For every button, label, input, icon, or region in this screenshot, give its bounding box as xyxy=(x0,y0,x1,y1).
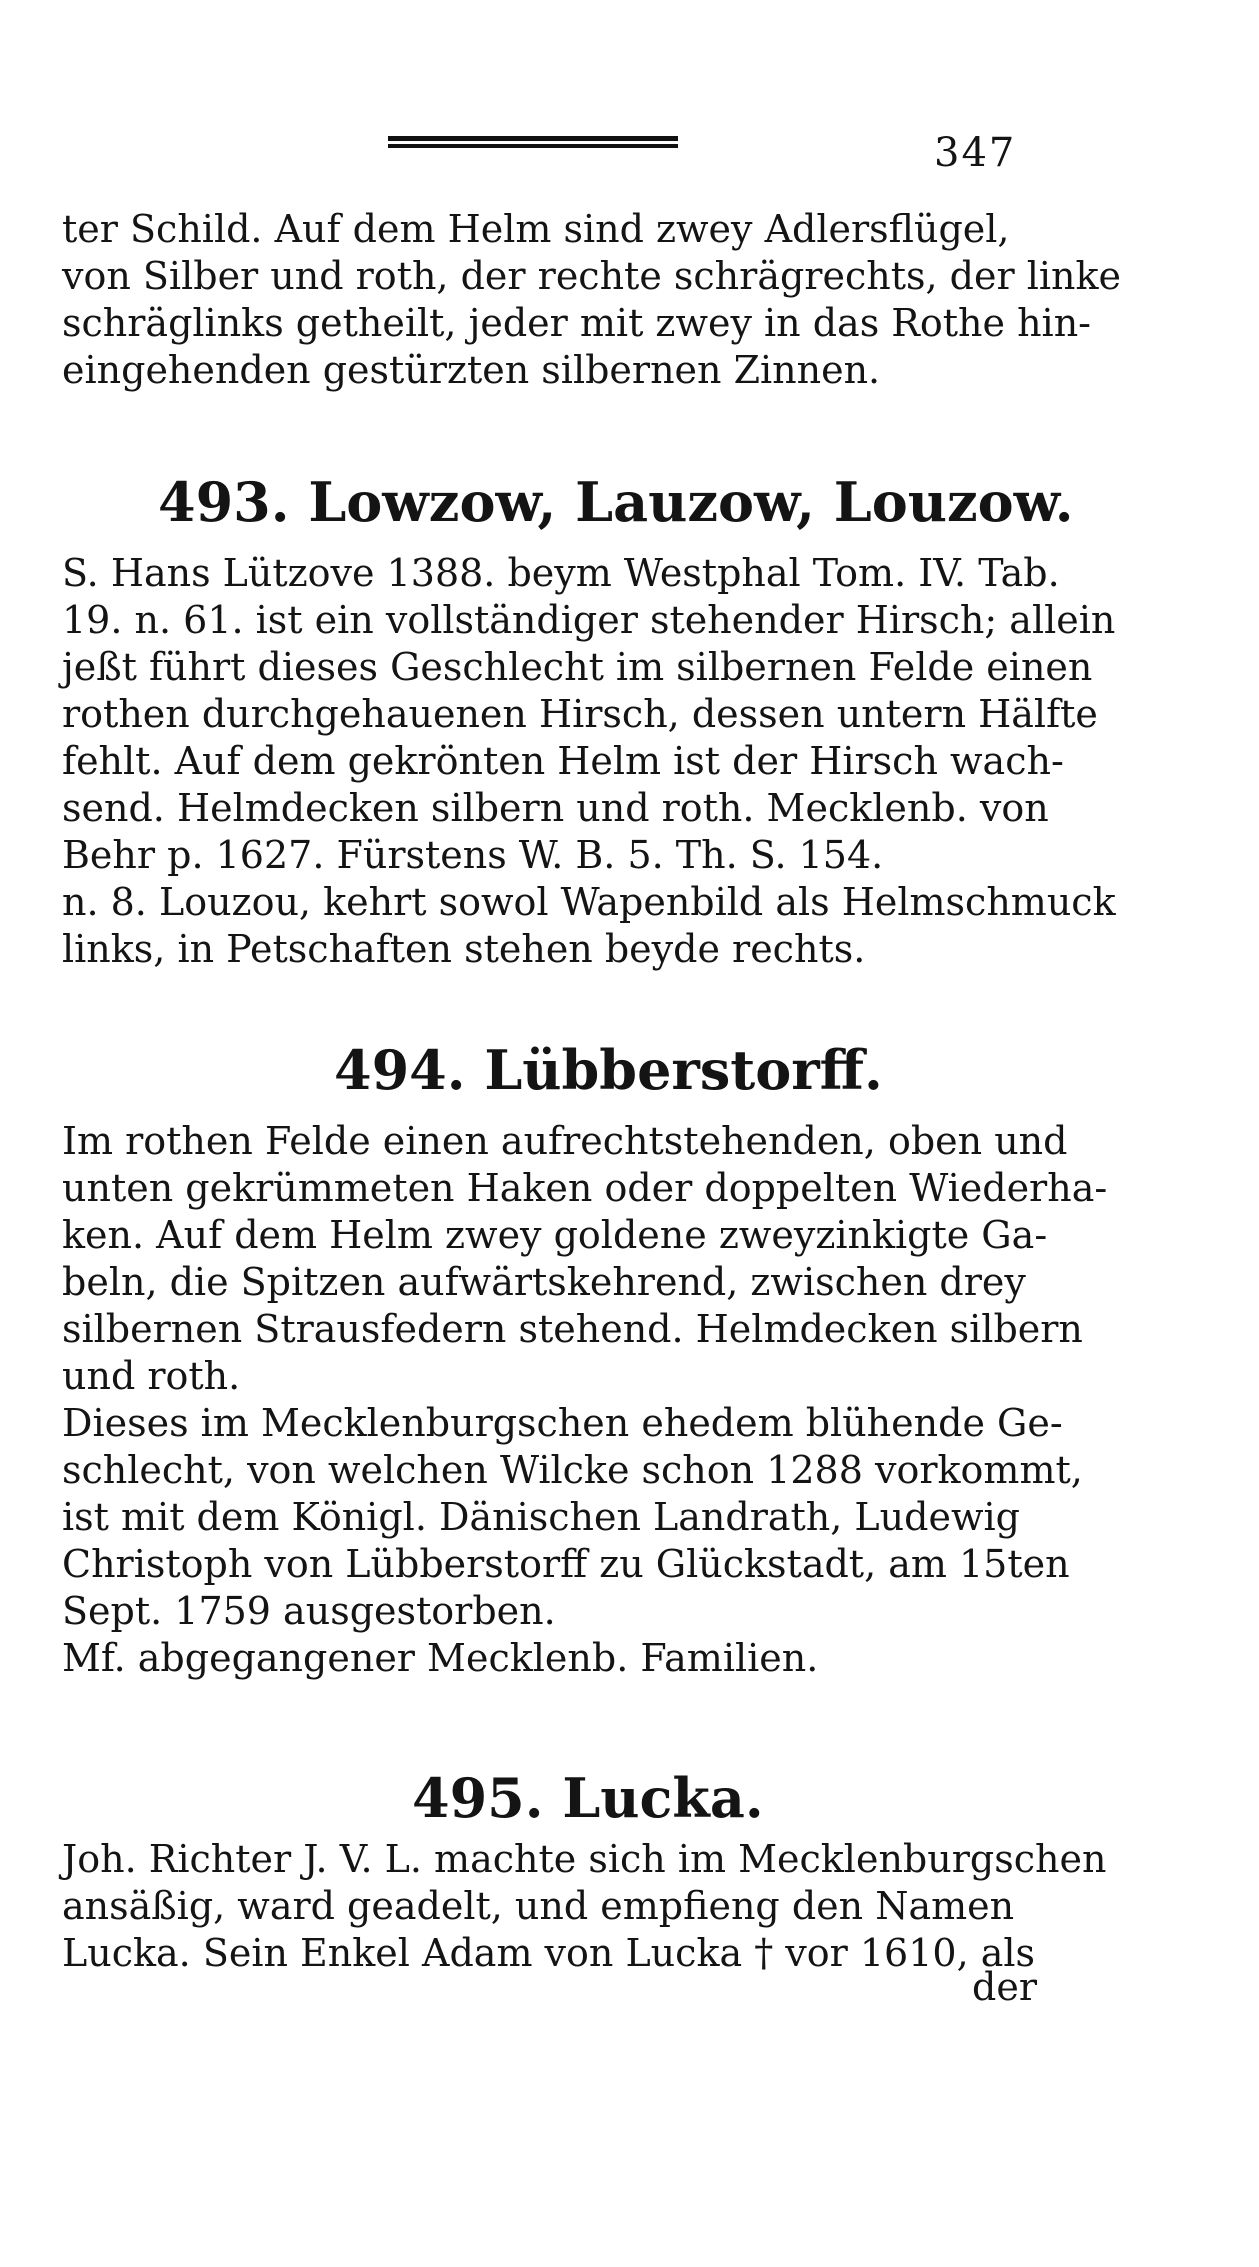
text-line: S. Hans Lützove 1388. beym Westphal Tom. IV. Tab. xyxy=(62,551,1060,595)
text-line: Im rothen Felde einen aufrechtstehenden, oben und xyxy=(62,1119,1068,1163)
text-line: jeßt führt dieses Geschlecht im silbernen Felde einen xyxy=(62,645,1093,689)
entry-heading-494: 494. Lübberstorff. xyxy=(334,1038,883,1102)
text-line: ken. Auf dem Helm zwey goldene zweyzinkigte Ga- xyxy=(62,1213,1048,1257)
text-line: unten gekrümmeten Haken oder doppelten Wiederha- xyxy=(62,1166,1108,1210)
text-line: ter Schild. Auf dem Helm sind zwey Adlersflügel, xyxy=(62,207,1010,251)
text-line: ist mit dem Königl. Dänischen Landrath, Ludewig xyxy=(62,1495,1020,1539)
text-line: send. Helmdecken silbern und roth. Mecklenb. von xyxy=(62,786,1049,830)
text-line: silbernen Strausfedern stehend. Helmdecken silbern xyxy=(62,1307,1083,1351)
text-line: Dieses im Mecklenburgschen ehedem blühende Ge- xyxy=(62,1401,1063,1445)
entry-heading-493: 493. Lowzow, Lauzow, Louzow. xyxy=(158,470,1074,534)
entry-heading-495: 495. Lucka. xyxy=(412,1766,764,1830)
text-line: und roth. xyxy=(62,1354,241,1398)
page-number: 347 xyxy=(934,130,1017,176)
text-line: eingehenden gestürzten silbernen Zinnen. xyxy=(62,348,881,392)
text-line: Behr p. 1627. Fürstens W. B. 5. Th. S. 154. xyxy=(62,833,884,877)
text-line: ansäßig, ward geadelt, und empfieng den Namen xyxy=(62,1884,1015,1928)
entry-body-495 xyxy=(62,1836,1107,1977)
text-line: n. 8. Louzou, kehrt sowol Wapenbild als Helmschmuck xyxy=(62,880,1116,924)
continuation-paragraph xyxy=(62,206,1121,394)
text-line: 19. n. 61. ist ein vollständiger stehender Hirsch; allein xyxy=(62,598,1116,642)
text-line: Lucka. Sein Enkel Adam von Lucka † vor 1610, als xyxy=(62,1931,1036,1975)
text-line: fehlt. Auf dem gekrönten Helm ist der Hirsch wach- xyxy=(62,739,1064,783)
header-rule xyxy=(388,136,678,148)
text-line: Joh. Richter J. V. L. machte sich im Mecklenburgschen xyxy=(62,1837,1107,1881)
text-line: schräglinks getheilt, jeder mit zwey in das Rothe hin- xyxy=(62,301,1092,345)
text-line: links, in Petschaften stehen beyde rechts. xyxy=(62,927,866,971)
text-line: Christoph von Lübberstorff zu Glückstadt, am 15ten xyxy=(62,1542,1070,1586)
entry-body-493 xyxy=(62,550,1116,973)
catchword: der xyxy=(972,1965,1037,2009)
text-line: rothen durchgehauenen Hirsch, dessen untern Hälfte xyxy=(62,692,1098,736)
text-line: Mf. abgegangener Mecklenb. Familien. xyxy=(62,1636,819,1680)
entry-body-494 xyxy=(62,1118,1108,1682)
text-line: schlecht, von welchen Wilcke schon 1288 vorkommt, xyxy=(62,1448,1083,1492)
text-line: Sept. 1759 ausgestorben. xyxy=(62,1589,556,1633)
text-line: von Silber und roth, der rechte schrägrechts, der linke xyxy=(62,254,1121,298)
text-line: beln, die Spitzen aufwärtskehrend, zwischen drey xyxy=(62,1260,1026,1304)
